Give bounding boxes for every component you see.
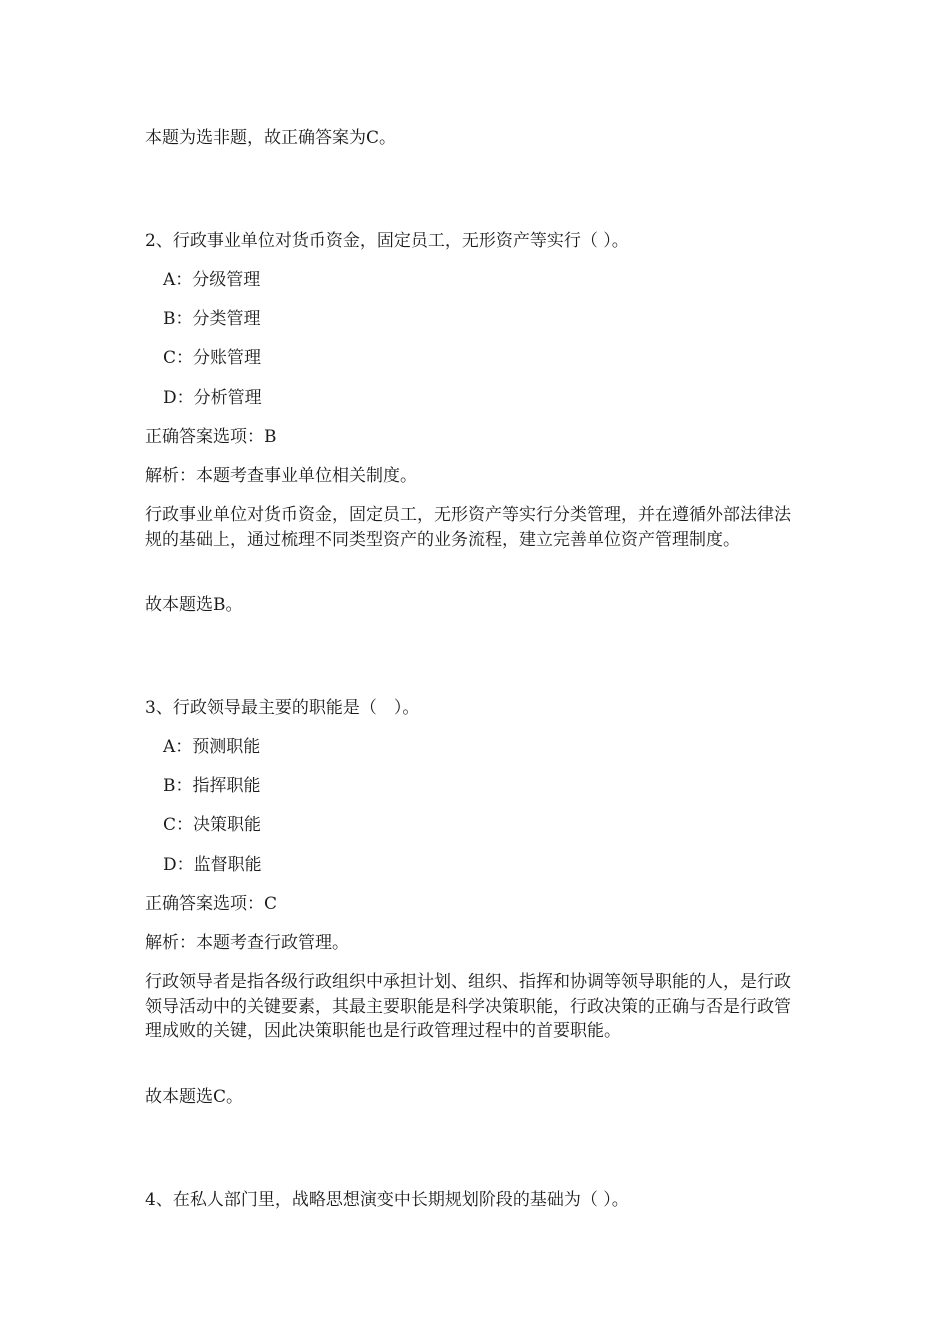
q3-analysis-body: 行政领导者是指各级行政组织中承担计划、组织、指挥和协调等领导职能的人，是行政领导活动中的关键要素，其最主要职能是科学决策职能，行政决策的正确与否是行政管理成败的关键，因此决策职能也是行政管理过程中的首要职能。 [145,972,791,1041]
q2-analysis-title: 解析：本题考查事业单位相关制度。 [145,466,417,486]
q3-option-b: B：指挥职能 [163,776,261,796]
q2-option-b: B：分类管理 [163,309,261,329]
q3-option-a: A：预测职能 [163,737,261,757]
q3-answer: 正确答案选项：C [145,894,278,914]
q3-option-c: C：决策职能 [163,815,262,835]
q3-conclusion: 故本题选C。 [145,1087,244,1107]
q2-option-a: A：分级管理 [163,270,261,290]
q2-option-d: D：分析管理 [163,388,262,408]
q2-conclusion: 故本题选B。 [145,595,243,615]
prev-conclusion: 本题为选非题，故正确答案为C。 [145,128,397,148]
q2-stem: 2、行政事业单位对货币资金，固定员工，无形资产等实行（ ）。 [145,231,629,251]
q2-analysis-body: 行政事业单位对货币资金，固定员工，无形资产等实行分类管理，并在遵循外部法律法规的基础上，通过梳理不同类型资产的业务流程，建立完善单位资产管理制度。 [145,505,791,550]
q3-option-d: D：监督职能 [163,855,262,875]
q3-stem: 3、行政领导最主要的职能是（ ）。 [145,698,420,718]
q3-analysis-title: 解析：本题考查行政管理。 [145,933,349,953]
q4-stem: 4、在私人部门里，战略思想演变中长期规划阶段的基础为（ ）。 [145,1190,629,1210]
q2-answer: 正确答案选项：B [145,427,277,447]
q2-option-c: C：分账管理 [163,348,262,368]
